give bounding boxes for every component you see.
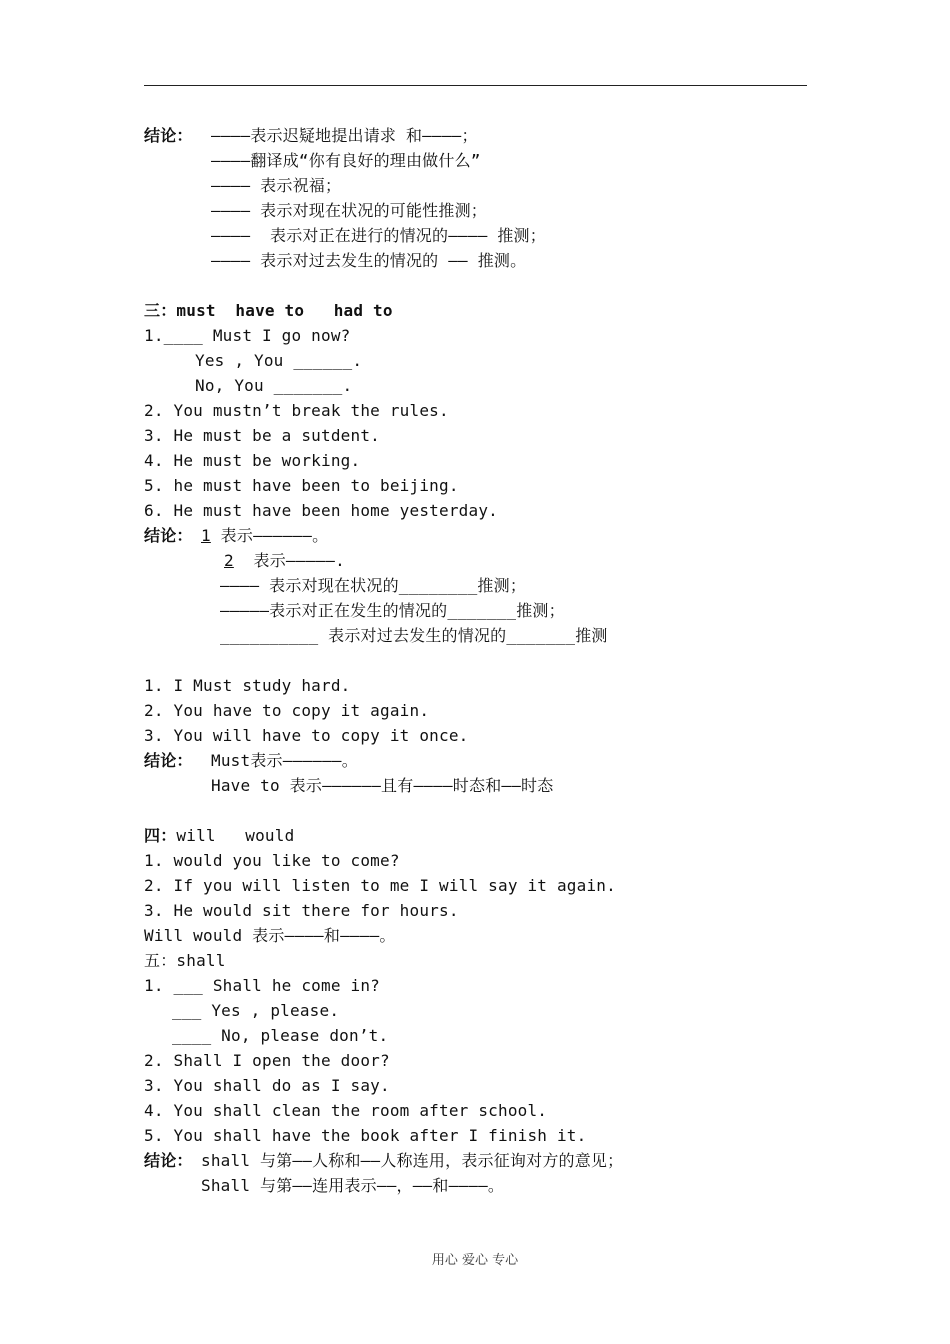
section-heading-text: will would bbox=[176, 826, 295, 845]
exercise-item: 4. You shall clean the room after school. bbox=[144, 1101, 548, 1120]
conclusion-text: 表示——————。 bbox=[210, 526, 329, 545]
conclusion-text: 表示—————. bbox=[233, 551, 345, 570]
conclusion-line: __________ 表示对过去发生的情况的_______推测 bbox=[220, 626, 608, 645]
exercise-item: 1.____ Must I go now? bbox=[144, 326, 351, 345]
conclusion-label: 结论： bbox=[144, 751, 193, 770]
conclusion-label: 结论： bbox=[144, 526, 193, 545]
conclusion-line: ————翻译成“你有良好的理由做什么” bbox=[211, 151, 481, 170]
conclusion-line: Have to 表示——————且有————时态和——时态 bbox=[211, 776, 554, 795]
page-footer: 用心 爱心 专心 bbox=[431, 1253, 519, 1268]
header-rule bbox=[144, 85, 807, 86]
conclusion-line: Shall 与第——连用表示——，——和————。 bbox=[201, 1176, 505, 1195]
conclusion-line: ————表示迟疑地提出请求 和————； bbox=[211, 126, 478, 145]
exercise-item: 1. would you like to come? bbox=[144, 851, 400, 870]
exercise-item: 2. If you will listen to me I will say it again. bbox=[144, 876, 616, 895]
exercise-item: 3. You shall do as I say. bbox=[144, 1076, 390, 1095]
section-heading: 三：must have to had to bbox=[144, 301, 393, 320]
conclusion-line: ———— 表示对正在进行的情况的———— 推测； bbox=[211, 226, 546, 245]
exercise-answer: Yes , You ______. bbox=[195, 351, 363, 370]
conclusion-line: —————表示对正在发生的情况的_______推测； bbox=[220, 601, 565, 620]
exercise-item: 5. he must have been to beijing. bbox=[144, 476, 459, 495]
exercise-item: 3. He would sit there for hours. bbox=[144, 901, 459, 920]
exercise-item: 2. You have to copy it again. bbox=[144, 701, 430, 720]
exercise-item: 2. You mustn’t break the rules. bbox=[144, 401, 449, 420]
exercise-answer: No, You _______. bbox=[195, 376, 353, 395]
conclusion-line: Must表示——————。 bbox=[211, 751, 358, 770]
exercise-item: 3. You will have to copy it once. bbox=[144, 726, 469, 745]
conclusion-line: ———— 表示祝福； bbox=[211, 176, 342, 195]
section-heading: 五：shall bbox=[144, 951, 226, 970]
conclusion-number: 1 bbox=[201, 526, 211, 545]
conclusion-label: 结论： bbox=[144, 1151, 193, 1170]
exercise-item: 1. ___ Shall he come in? bbox=[144, 976, 380, 995]
exercise-item: 6. He must have been home yesterday. bbox=[144, 501, 498, 520]
conclusion-line: ———— 表示对现在状况的________推测； bbox=[220, 576, 527, 595]
exercise-item: 1. I Must study hard. bbox=[144, 676, 351, 695]
exercise-item: 3. He must be a sutdent. bbox=[144, 426, 380, 445]
exercise-item: 4. He must be working. bbox=[144, 451, 361, 470]
conclusion-line bbox=[201, 525, 328, 547]
conclusion-label: 结论： bbox=[144, 126, 193, 145]
conclusion-number: 2 bbox=[224, 551, 234, 570]
conclusion-line: ———— 表示对现在状况的可能性推测； bbox=[211, 201, 487, 220]
exercise-answer: ____ No, please don’t. bbox=[172, 1026, 389, 1045]
section-heading-number: 四： bbox=[144, 826, 177, 845]
conclusion-line: ———— 表示对过去发生的情况的 —— 推测。 bbox=[211, 251, 527, 270]
exercise-item: 5. You shall have the book after I finish it. bbox=[144, 1126, 587, 1145]
exercise-item: 2. Shall I open the door? bbox=[144, 1051, 390, 1070]
exercise-answer: ___ Yes , please. bbox=[172, 1001, 340, 1020]
conclusion-line: Will would 表示————和————。 bbox=[144, 926, 396, 945]
section-heading bbox=[144, 825, 294, 847]
conclusion-line: shall 与第——人称和——人称连用，表示征询对方的意见； bbox=[201, 1151, 624, 1170]
conclusion-line bbox=[224, 550, 345, 572]
